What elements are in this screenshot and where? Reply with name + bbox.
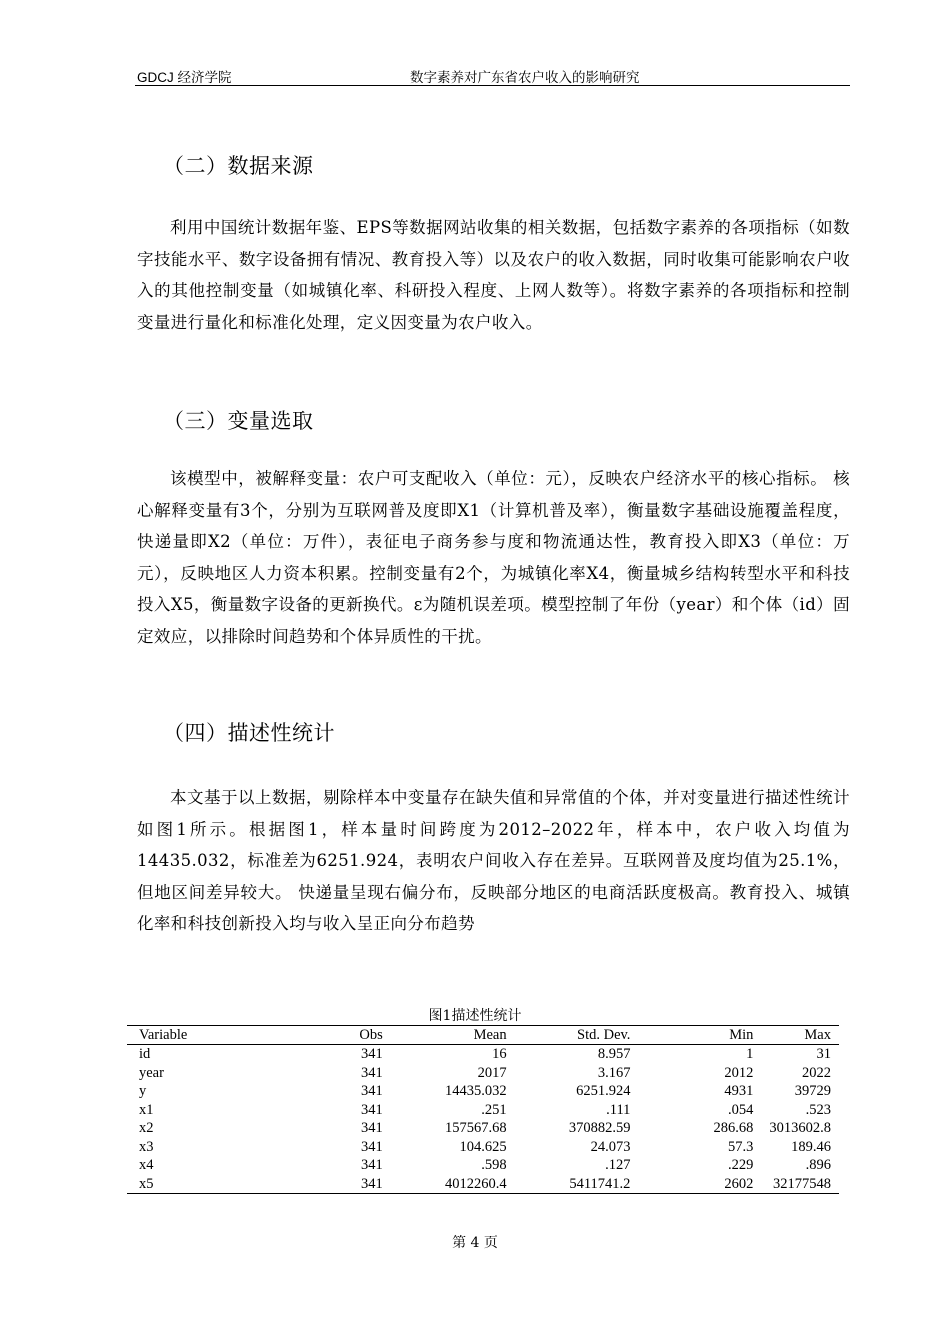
table-cell: x4 bbox=[139, 1157, 154, 1173]
section-heading-variables: （三）变量选取 bbox=[163, 409, 314, 433]
section-paragraph-data-source bbox=[137, 212, 850, 338]
table-cell: .896 bbox=[805, 1157, 831, 1173]
header-left-text: GDCJ 经济学院 bbox=[137, 70, 232, 85]
header-rule bbox=[135, 85, 850, 86]
table-row bbox=[127, 1156, 839, 1175]
section-paragraph-variables bbox=[137, 463, 850, 652]
paragraph-text: 利用中国统计数据年鉴、EPS等数据网站收集的相关数据，包括数字素养的各项指标（如数字技能水平、数字设备拥有情况、教育投入等）以及农户的收入数据，同时收集可能影响农户收入的其他控制变量（如城镇化率、科研投入程度、上网人数等）。将数字素养的各项指标和控制变量进行量化和标准化处理，定义因变量为农户收入。 bbox=[137, 218, 850, 332]
table-cell: 341 bbox=[361, 1138, 383, 1155]
table-cell: 16 bbox=[492, 1046, 507, 1062]
header-title: 数字素养对广东省农户收入的影响研究 bbox=[410, 70, 640, 86]
table-cell: y bbox=[139, 1083, 147, 1099]
table-cell: 157567.68 bbox=[444, 1120, 507, 1136]
paragraph-text: 该模型中，被解释变量：农户可支配收入（单位：元），反映农户经济水平的核心指标。 核心解释变量有3个，分别为互联网普及度即X1（计算机普及率），衡量数字基础设施覆盖程度，快递量即X2（单位：万件），表征电子商务参与度和物流通达性，教育投入即X3（单位：万元），反映地区人力资本积累。控制变量有2个，为城镇化率X4，衡量城乡结构转型水平和科技投入X5，衡量数字设备的更新换代。ε为随机误差项。模型控制了年份（year）和个体（id）固定效应，以排除时间趋势和个体异质性的干扰。 bbox=[137, 469, 850, 646]
table-cell: 5411741.2 bbox=[515, 1175, 639, 1194]
column-header-variable: Variable bbox=[127, 1026, 292, 1045]
table-cell: 24.073 bbox=[590, 1138, 631, 1155]
table-row bbox=[127, 1082, 839, 1101]
table-cell: 2022 bbox=[802, 1064, 831, 1081]
table-cell: 57.3 bbox=[728, 1138, 754, 1155]
table-row bbox=[127, 1101, 839, 1120]
table-cell: 4012260.4 bbox=[391, 1175, 515, 1194]
table-cell: 32177548 bbox=[761, 1175, 839, 1194]
table-row bbox=[127, 1138, 839, 1157]
table-cell: 286.68 bbox=[713, 1120, 754, 1136]
table-cell: 341 bbox=[292, 1175, 390, 1194]
table-cell: 341 bbox=[361, 1120, 383, 1136]
table-cell: 2017 bbox=[477, 1064, 507, 1081]
table-cell: x3 bbox=[139, 1138, 154, 1155]
descriptive-stats-table bbox=[127, 1025, 839, 1194]
table-cell: 6251.924 bbox=[576, 1083, 631, 1099]
table-cell: 3.167 bbox=[597, 1064, 631, 1081]
table-cell: 31 bbox=[816, 1046, 831, 1062]
table-cell: .523 bbox=[805, 1101, 831, 1118]
table-cell: 104.625 bbox=[459, 1138, 507, 1155]
table-cell: x2 bbox=[139, 1120, 154, 1136]
table-cell: 2602 bbox=[638, 1175, 761, 1194]
table-row bbox=[127, 1175, 839, 1194]
table-cell: 341 bbox=[361, 1101, 383, 1118]
table-cell: .229 bbox=[728, 1157, 754, 1173]
table-cell: .251 bbox=[481, 1101, 507, 1118]
column-header-obs: Obs bbox=[292, 1026, 390, 1045]
table-cell: .054 bbox=[728, 1101, 754, 1118]
table-cell: x1 bbox=[139, 1101, 154, 1118]
table-row bbox=[127, 1064, 839, 1083]
table-cell: 341 bbox=[361, 1064, 383, 1081]
column-header-mean: Mean bbox=[391, 1026, 515, 1045]
table-cell: 341 bbox=[361, 1083, 383, 1099]
section-heading-descriptive-stats: （四）描述性统计 bbox=[163, 721, 335, 745]
section-heading-data-source: （二）数据来源 bbox=[163, 154, 314, 178]
table-cell: 2012 bbox=[724, 1064, 754, 1081]
paragraph-text: 本文基于以上数据，剔除样本中变量存在缺失值和异常值的个体，并对变量进行描述性统计如图1所示。根据图1，样本量时间跨度为2012–2022年，样本中，农户收入均值为14435.032，标准差为6251.924，表明农户间收入存在差异。互联网普及度均值为25.1%，但地区间差异较大。 快递量呈现右偏分布，反映部分地区的电商活跃度极高。教育投入、城镇化率和科技创新投入均与收入呈正向分布趋势 bbox=[137, 788, 850, 933]
column-header-min: Min bbox=[638, 1026, 761, 1045]
table-cell: .111 bbox=[606, 1101, 631, 1118]
table-cell: 341 bbox=[361, 1157, 383, 1173]
table-row bbox=[127, 1119, 839, 1138]
table-cell: .598 bbox=[481, 1157, 507, 1173]
table-cell: 8.957 bbox=[597, 1046, 631, 1062]
table-caption: 图1描述性统计 bbox=[428, 1008, 522, 1024]
column-header-max: Max bbox=[761, 1026, 839, 1045]
table-cell: 14435.032 bbox=[444, 1083, 507, 1099]
table-header-row bbox=[127, 1026, 839, 1045]
table-cell: .127 bbox=[605, 1157, 631, 1173]
table-cell: 1 bbox=[746, 1046, 754, 1062]
table-cell: 4931 bbox=[724, 1083, 754, 1099]
table-cell: 341 bbox=[361, 1046, 383, 1062]
table-cell: 3013602.8 bbox=[769, 1120, 831, 1136]
table-cell: id bbox=[139, 1046, 151, 1062]
table-cell: year bbox=[139, 1064, 164, 1081]
table-cell: 39729 bbox=[794, 1083, 831, 1099]
table-cell: 370882.59 bbox=[568, 1120, 631, 1136]
table-cell: x5 bbox=[127, 1175, 292, 1194]
table-row bbox=[127, 1045, 839, 1064]
table-cell: 189.46 bbox=[791, 1138, 831, 1155]
column-header-std-dev: Std. Dev. bbox=[515, 1026, 639, 1045]
section-paragraph-descriptive-stats bbox=[137, 782, 850, 940]
page-number: 第 4 页 bbox=[452, 1235, 498, 1251]
